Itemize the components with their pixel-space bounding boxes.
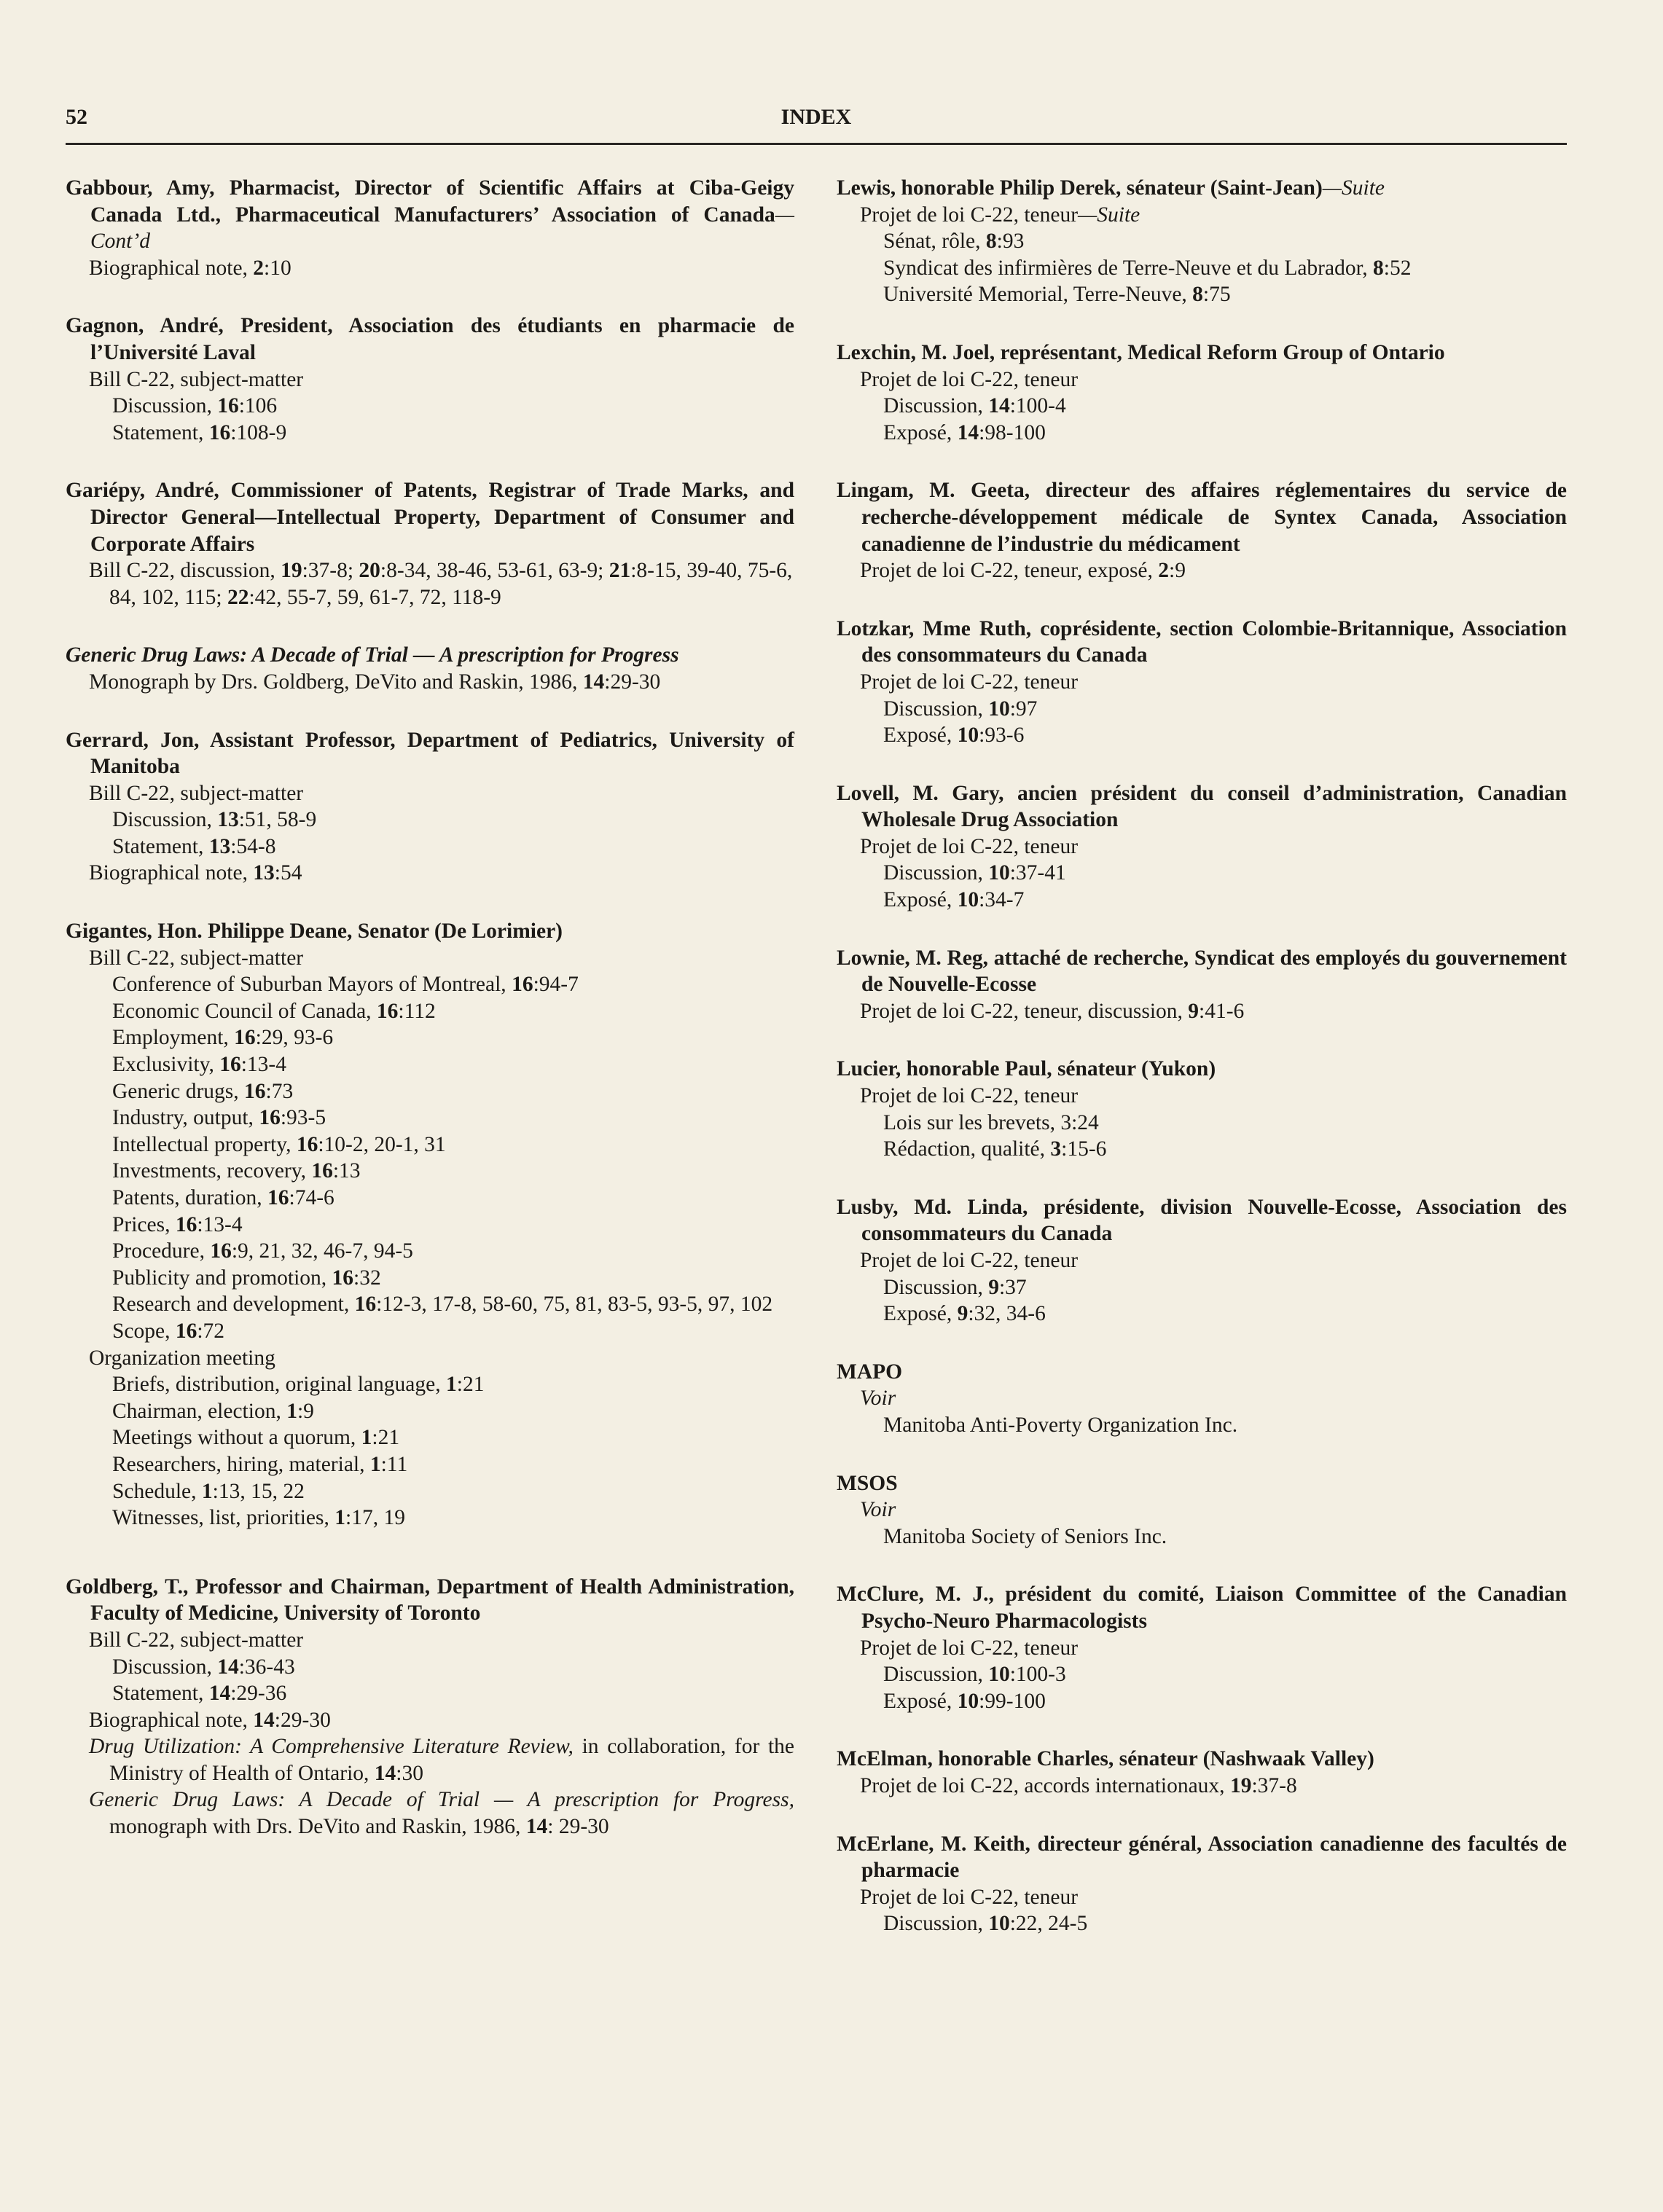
page-title: INDEX [780,105,852,129]
subentry: Discussion, 10:22, 24-5 [883,1912,1088,1936]
entry-heading: Lownie, M. Reg, attaché de recherche, Syndicat des employés du gouvernement de Nouvelle-Ecosse [837,946,1567,997]
subentry: Exposé, 10:93-6 [883,723,1025,748]
subentry: Projet de loi C-22, teneur, discussion, 9:41-6 [860,999,1245,1023]
entry-heading: McElman, honorable Charles, sénateur (Nashwaak Valley) [837,1747,1374,1771]
entry-heading: Lewis, honorable Philip Derek, sénateur (Saint-Jean)—Suite [837,176,1385,200]
subentry: Scope, 16:72 [112,1319,225,1343]
subentry: Prices, 16:13-4 [112,1212,243,1236]
index-entry-goldberg [66,1574,794,1840]
subentry: Generic Drug Laws: A Decade of Trial — A prescription for Progress, monograph with Drs. DeVito and Raskin, 1986, 14: 29-30 [89,1788,794,1839]
subentry: Exposé, 10:34-7 [883,888,1025,912]
subentry: Statement, 13:54-8 [112,834,276,858]
subentry: Projet de loi C-22, teneur [860,1885,1079,1909]
subentry: Projet de loi C-22, teneur [860,834,1079,858]
subentry: Researchers, hiring, material, 1:11 [112,1452,408,1476]
index-entry-lucier [837,1056,1567,1162]
subentry: Drug Utilization: A Comprehensive Literature Review, in collaboration, for the Ministry of Health of Ontario, 14:30 [89,1735,795,1785]
subentry: Industry, output, 16:93-5 [112,1106,326,1130]
subentry: Witnesses, list, priorities, 1:17, 19 [112,1506,405,1530]
subentry: Patents, duration, 16:74-6 [112,1186,334,1209]
subentry: Bill C-22, subject-matter [89,1628,304,1652]
subentry: Bill C-22, subject-matter [89,367,304,391]
entry-heading: MSOS [837,1471,898,1495]
see-reference-target: Manitoba Anti-Poverty Organization Inc. [883,1413,1238,1437]
entry-heading: Lovell, M. Gary, ancien président du conseil d’administration, Canadian Wholesale Drug Association [837,781,1567,832]
index-entry-mapo [837,1359,1567,1439]
entry-heading: Lusby, Md. Linda, présidente, division Nouvelle-Ecosse, Association des consommateurs du Canada [837,1195,1567,1246]
subentry: Statement, 16:108-9 [112,420,287,444]
index-entry-lingam [837,477,1567,584]
header-rule [66,143,1567,145]
index-entry-lovell [837,780,1567,914]
entry-heading: McClure, M. J., président du comité, Liaison Committee of the Canadian Psycho-Neuro Pharmacologists [837,1582,1567,1633]
subentry: Investments, recovery, 16:13 [112,1159,361,1183]
index-entry-mcerlane [837,1831,1567,1937]
subentry: Sénat, rôle, 8:93 [883,230,1025,254]
subentry: Syndicat des infirmières de Terre-Neuve et du Labrador, 8:52 [883,256,1412,280]
subentry: Organization meeting [89,1346,275,1370]
index-entry-mcelman [837,1746,1567,1799]
index-entry-gariepy [66,477,794,611]
see-reference-label: Voir [860,1498,896,1522]
subentry: Discussion, 14:100-4 [883,394,1066,418]
subentry: Briefs, distribution, original language, 1:21 [112,1373,485,1397]
subentry: Projet de loi C-22, teneur [860,1084,1079,1108]
index-entry-lexchin [837,340,1567,446]
subentry: Bill C-22, discussion, 19:37-8; 20:8-34, 38-46, 53-61, 63-9; 21:8-15, 39-40, 75-6, 84, 102, 115; 22:42, 55-7, 59, 61-7, 72, 118-9 [89,559,793,609]
subentry: Discussion, 13:51, 58-9 [112,808,317,832]
entry-heading: MAPO [837,1360,903,1384]
page-header [66,102,1567,134]
entry-heading: Lexchin, M. Joel, représentant, Medical Reform Group of Ontario [837,340,1445,364]
index-entry-gerrard [66,727,794,887]
subentry: Projet de loi C-22, accords internationaux, 19:37-8 [860,1773,1297,1797]
subentry: Bill C-22, subject-matter [89,781,304,805]
entry-heading: Gerrard, Jon, Assistant Professor, Department of Pediatrics, University of Manitoba [66,728,794,779]
index-entry-gagnon [66,313,794,446]
subentry: Exposé, 10:99-100 [883,1689,1046,1713]
subentry: Intellectual property, 16:10-2, 20-1, 31 [112,1132,446,1156]
see-reference-target: Manitoba Society of Seniors Inc. [883,1524,1167,1548]
subentry: Discussion, 14:36-43 [112,1655,295,1679]
entry-heading: Gagnon, André, President, Association des étudiants en pharmacie de l’Université Laval [66,314,794,364]
subentry: Discussion, 10:97 [883,697,1038,721]
subentry: Biographical note, 14:29-30 [89,1708,331,1732]
subentry: Projet de loi C-22, teneur—Suite [860,203,1140,227]
subentry: Biographical note, 13:54 [89,861,302,885]
subentry: Research and development, 16:12-3, 17-8, 58-60, 75, 81, 83-5, 93-5, 97, 102 [112,1293,773,1317]
subentry: Biographical note, 2:10 [89,256,291,280]
subentry: Discussion, 10:100-3 [883,1663,1066,1687]
subentry: Monograph by Drs. Goldberg, DeVito and Raskin, 1986, 14:29-30 [89,670,661,694]
index-entry-lownie [837,945,1567,1025]
page-number: 52 [66,105,87,129]
subentry: Projet de loi C-22, teneur, exposé, 2:9 [860,559,1186,583]
index-entry-msos [837,1470,1567,1550]
subentry: Bill C-22, subject-matter [89,946,304,970]
subentry: Publicity and promotion, 16:32 [112,1266,381,1290]
left-column [66,175,794,1872]
see-reference-label: Voir [860,1387,896,1411]
subentry: Discussion, 9:37 [883,1275,1027,1299]
entry-heading: Goldberg, T., Professor and Chairman, Department of Health Administration, Faculty of Medicine, University of Toronto [66,1574,794,1625]
subentry: Statement, 14:29-36 [112,1682,287,1706]
entry-heading: Generic Drug Laws: A Decade of Trial — A prescription for Progress [66,643,679,667]
entry-heading: McErlane, M. Keith, directeur général, Association canadienne des facultés de pharmacie [837,1832,1567,1883]
index-entry-mcclure [837,1581,1567,1714]
entry-heading: Gabbour, Amy, Pharmacist, Director of Scientific Affairs at Ciba-Geigy Canada Ltd., Pharmaceutical Manufacturers’ Association of Canada—Cont’d [66,176,794,254]
subentry: Chairman, election, 1:9 [112,1399,314,1423]
entry-heading: Gigantes, Hon. Philippe Deane, Senator (De Lorimier) [66,919,563,944]
subentry: Projet de loi C-22, teneur [860,1249,1079,1272]
subentry: Generic drugs, 16:73 [112,1079,294,1103]
index-entry-lusby [837,1194,1567,1327]
subentry: Procedure, 16:9, 21, 32, 46-7, 94-5 [112,1239,413,1263]
subentry: Exclusivity, 16:13-4 [112,1053,286,1077]
right-column [837,175,1567,1969]
entry-heading: Lucier, honorable Paul, sénateur (Yukon) [837,1057,1216,1081]
index-entry-gigantes [66,918,794,1531]
index-entry-gabbour [66,175,794,281]
subentry: Schedule, 1:13, 15, 22 [112,1479,305,1503]
subentry: Université Memorial, Terre-Neuve, 8:75 [883,283,1231,307]
subentry: Exposé, 9:32, 34-6 [883,1302,1046,1326]
entry-heading: Lotzkar, Mme Ruth, coprésidente, section Colombie-Britannique, Association des consommateurs du Canada [837,616,1567,667]
subentry: Economic Council of Canada, 16:112 [112,999,436,1023]
subentry: Discussion, 10:37-41 [883,861,1066,885]
entry-heading: Gariépy, André, Commissioner of Patents, Registrar of Trade Marks, and Director General—Intellectual Property, Department of Consumer and Corporate Affairs [66,479,794,556]
subentry: Rédaction, qualité, 3:15-6 [883,1137,1107,1161]
index-entry-lotzkar [837,616,1567,749]
subentry: Lois sur les brevets, 3:24 [883,1110,1099,1134]
subentry: Conference of Suburban Mayors of Montreal, 16:94-7 [112,973,579,997]
subentry: Projet de loi C-22, teneur [860,367,1079,391]
entry-heading: Lingam, M. Geeta, directeur des affaires réglementaires du service de recherche-développement médicale de Syntex Canada, Association canadienne de l’industrie du médicament [837,479,1567,556]
subentry: Discussion, 16:106 [112,394,278,418]
subentry: Exposé, 14:98-100 [883,420,1046,444]
subentry: Projet de loi C-22, teneur [860,670,1079,694]
subentry: Projet de loi C-22, teneur [860,1636,1079,1660]
subentry: Employment, 16:29, 93-6 [112,1026,334,1050]
subentry: Meetings without a quorum, 1:21 [112,1426,400,1450]
index-entry-generic-drug-laws [66,642,794,695]
index-entry-lewis [837,175,1567,308]
